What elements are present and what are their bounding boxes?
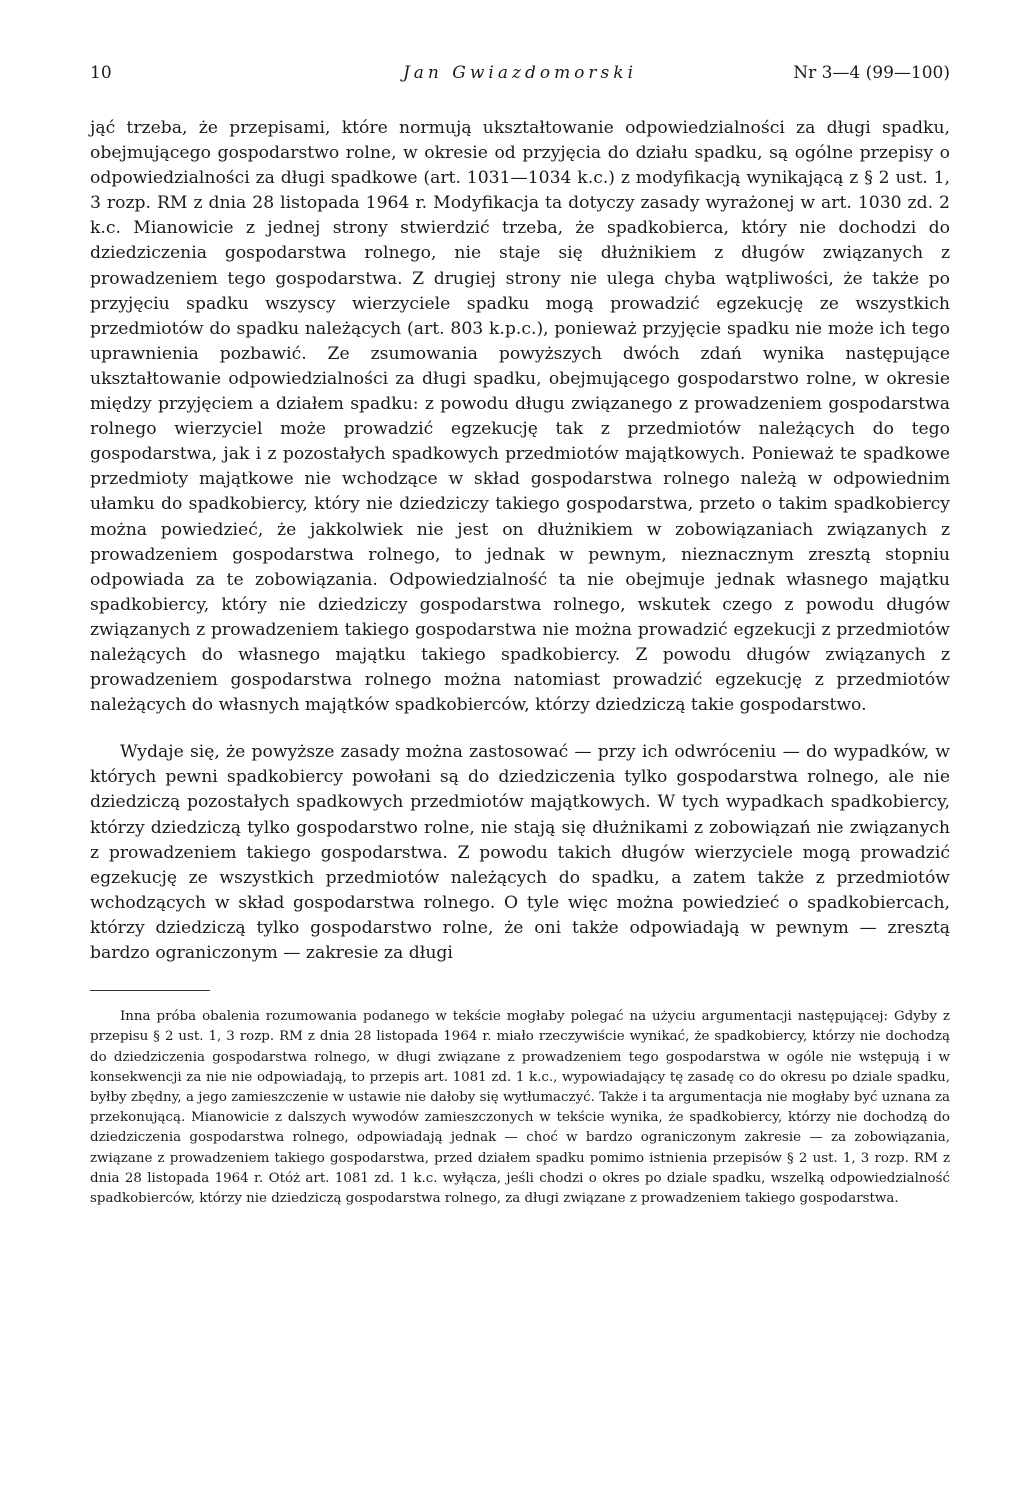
body-paragraph-1: jąć trzeba, że przepisami, które normują ukształtowanie odpowiedzialności za długi spadku, obejmującego gospodarstwo rolne, w okresie od przyjęcia do działu spadku, są ogólne przepisy o odpowiedzialności za długi spadkowe (art. 1031—1034 k.c.) z modyfikacją wynikającą z § 2 ust. 1, 3 rozp. RM z dnia 28 listopada 1964 r. Modyfikacja ta dotyczy zasady wyrażonej w art. 1030 zd. 2 k.c. Mianowicie z jednej strony stwierdzić trzeba, że spadkobierca, który nie dochodzi do dziedziczenia gospodarstwa rolnego, nie staje się dłużnikiem z długów związanych z prowadzeniem tego gospodarstwa. Z drugiej strony nie ulega chyba wątpliwości, że także po przyjęciu spadku wszyscy wierzyciele spadku mogą prowadzić egzekucję ze wszystkich przedmiotów do spadku należących (art. 803 k.p.c.), ponieważ przyjęcie spadku nie może ich tego uprawnienia pozbawić. Ze zsumowania powyższych dwóch zdań wynika następujące ukształtowanie odpowiedzialności za długi spadku, obejmującego gospodarstwo rolne, w okresie między przyjęciem a działem spadku: z powodu długu związanego z prowadzeniem gospodarstwa rolnego wierzyciel może prowadzić egzekucję tak z przedmiotów należących do tego gospodarstwa, jak i z pozostałych spadkowych przedmiotów majątkowych. Ponieważ te spadkowe przedmioty majątkowe nie wchodzące w skład gospodarstwa rolnego należą w odpowiednim ułamku do spadkobiercy, który nie dziedziczy takiego gospodarstwa, przeto o takim spadkobiercy można powiedzieć, że jakkolwiek nie jest on dłużnikiem w zobowiązaniach związanych z prowadzeniem gospodarstwa rolnego, to jednak w pewnym, nieznacznym zresztą stopniu odpowiada za te zobowiązania. Odpowiedzialność ta nie obejmuje jednak własnego majątku spadkobiercy, który nie dziedziczy gospodarstwa rolnego, wskutek czego z powodu długów związanych z prowadzeniem takiego gospodarstwa nie można prowadzić egzekucji z przedmiotów należących do własnego majątku takiego spadkobiercy. Z powodu długów związanych z prowadzeniem gospodarstwa rolnego można natomiast prowadzić egzekucję z przedmiotów należących do własnych majątków spadkobierców, którzy dziedziczą takie gospodarstwo. bbox=[90, 118, 950, 716]
issue-number: Nr 3—4 (99—100) bbox=[793, 63, 950, 83]
footnote: Inna próba obalenia rozumowania podanego w tekście mogłaby polegać na użyciu argumentacji następującej: Gdyby z przepisu § 2 ust. 1, 3 rozp. RM z dnia 28 listopada 1964 r. miało rzeczywiście wynikać, że spadkobiercy, którzy nie dochodzą do dziedziczenia gospodarstwa rolnego, w długi związane z prowadzeniem tego gospodarstwa w ogóle nie wstępują i w konsekwencji za nie nie odpowiadają, to przepis art. 1081 zd. 1 k.c., wypowiadający tę zasadę co do okresu po dziale spadku, byłby zbędny, a jego zamieszczenie w ustawie nie dałoby się wytłumaczyć. Także i ta argumentacja nie mogłaby być uznana za przekonującą. Mianowicie z dalszych wywodów zamieszczonych w tekście wynika, że spadkobiercy, którzy nie dochodzą do dziedziczenia gospodarstwa rolnego, odpowiadają jednak — choć w bardzo ograniczonym zakresie — za zobowiązania, związane z prowadzeniem takiego gospodarstwa, przed działem spadku pomimo istnienia przepisów § 2 ust. 1, 3 rozp. RM z dnia 28 listopada 1964 r. Otóż art. 1081 zd. 1 k.c. wyłącza, jeśli chodzi o okres po dziale spadku, wszelką odpowiedzialność spadkobierców, którzy nie dziedziczą gospodarstwa rolnego, za długi związane z prowadzeniem takiego gospodarstwa. bbox=[90, 1009, 950, 1206]
main-text bbox=[90, 116, 950, 966]
journal-page bbox=[90, 58, 950, 1209]
footnote-separator bbox=[90, 990, 210, 991]
running-head-author: Jan Gwiazdomorski bbox=[402, 63, 638, 83]
page-number: 10 bbox=[90, 63, 112, 83]
running-header bbox=[90, 58, 950, 88]
body-paragraph-2: Wydaje się, że powyższe zasady można zastosować — przy ich odwróceniu — do wypadków, w których pewni spadkobiercy powołani są do dziedziczenia tylko gospodarstwa rolnego, ale nie dziedziczą pozostałych spadkowych przedmiotów majątkowych. W tych wypadkach spadkobiercy, którzy dziedziczą tylko gospodarstwo rolne, nie stają się dłużnikami z zobowiązań nie związanych z prowadzeniem takiego gospodarstwa. Z powodu takich długów wierzyciele mogą prowadzić egzekucję ze wszystkich przedmiotów należących do spadku, a zatem także z przedmiotów wchodzących w skład gospodarstwa rolnego. O tyle więc można powiedzieć o spadkobiercach, którzy dziedziczą tylko gospodarstwo rolne, że oni także odpowiadają w pewnym — zresztą bardzo ograniczonym — zakresie za długi bbox=[90, 742, 950, 963]
